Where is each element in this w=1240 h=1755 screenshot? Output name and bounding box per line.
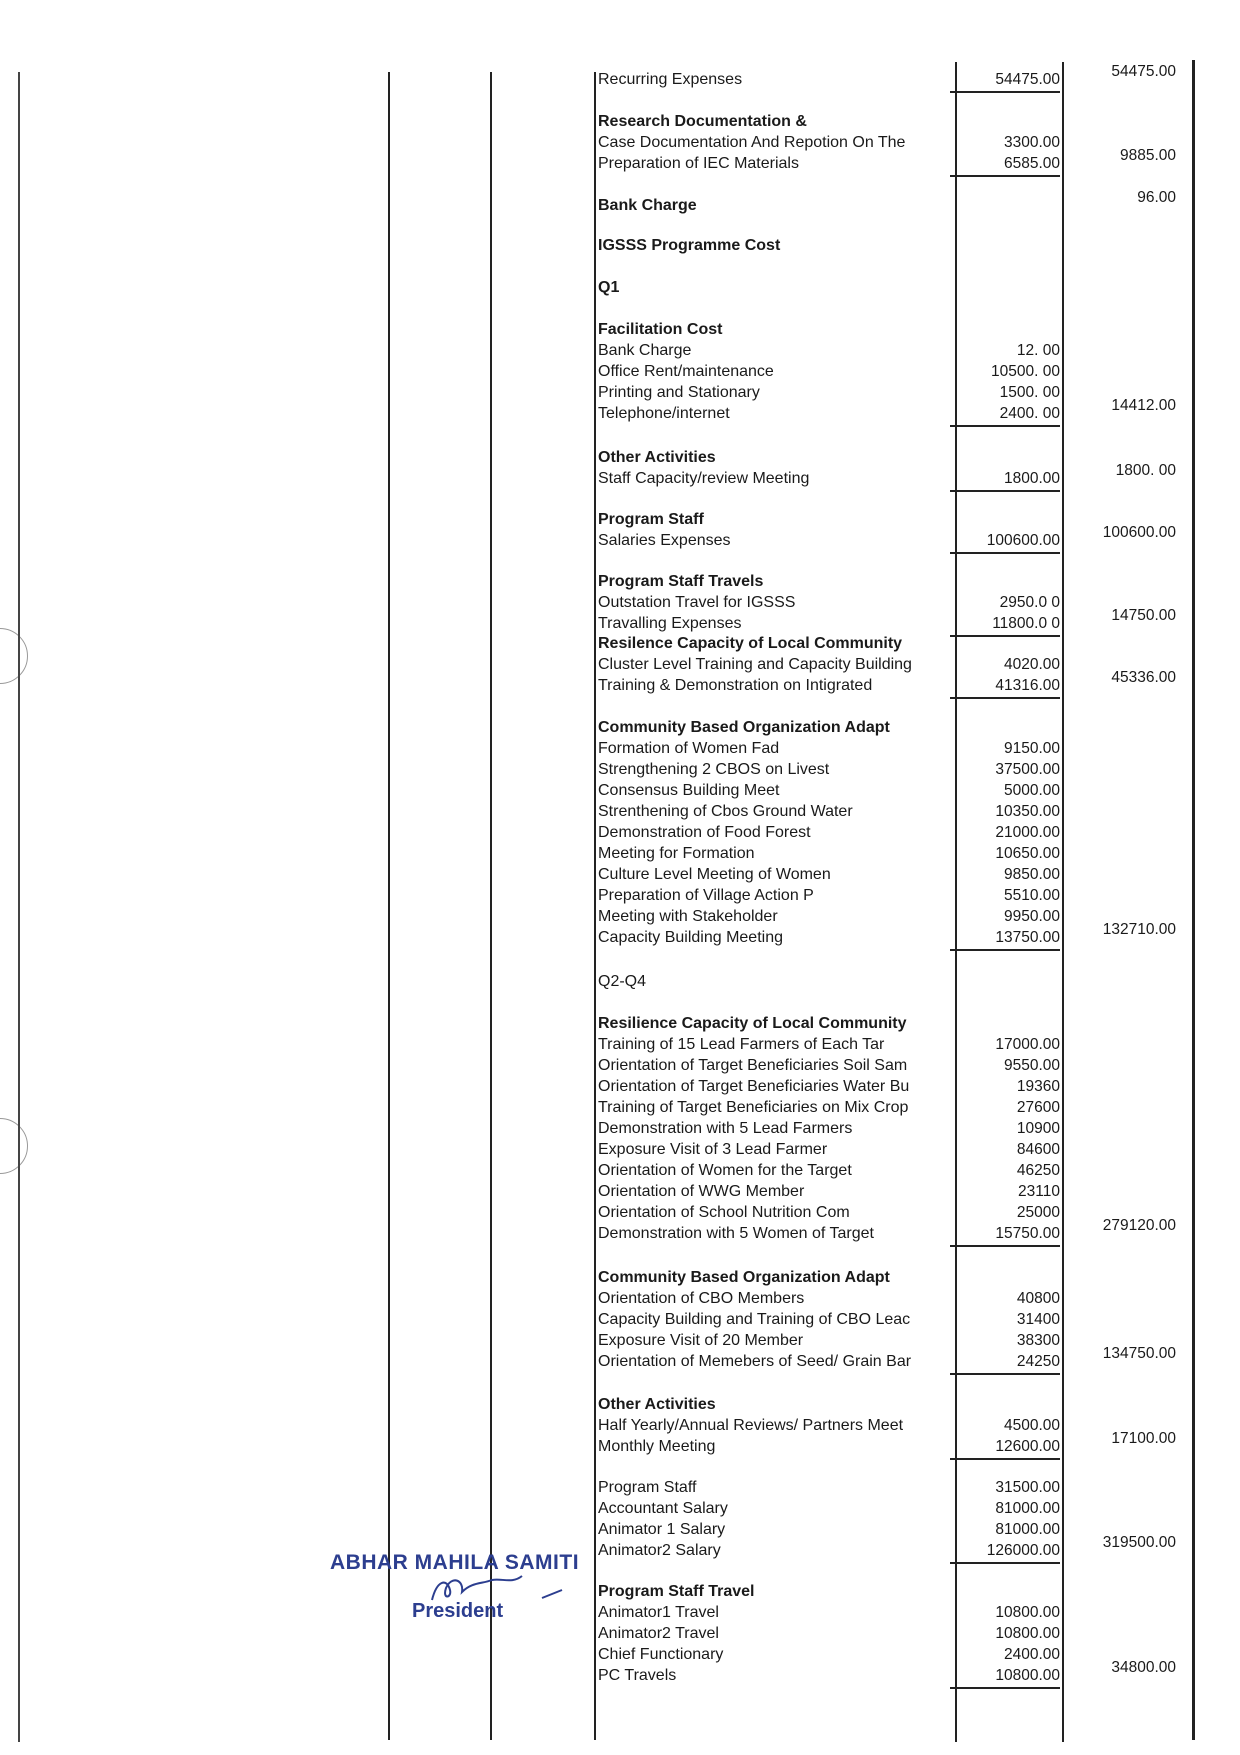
line-label: Bank Charge <box>598 342 692 359</box>
line-amount: 2400. 00 <box>999 405 1060 422</box>
line-amount: 10800.00 <box>995 1667 1060 1684</box>
line-label: Consensus Building Meet <box>598 782 780 799</box>
line-label: Program Staff Travel <box>598 1583 755 1600</box>
subtotal-rule <box>950 552 1060 554</box>
block-total: 279120.00 <box>1102 1217 1176 1234</box>
subtotal-rule <box>950 175 1060 177</box>
line-amount: 10500. 00 <box>991 363 1060 380</box>
line-label: Orientation of CBO Members <box>598 1290 805 1307</box>
line-label: Outstation Travel for IGSSS <box>598 594 796 611</box>
subtotal-rule <box>950 949 1060 951</box>
line-amount: 12600.00 <box>995 1438 1060 1455</box>
line-amount: 9950.00 <box>1003 908 1060 925</box>
line-amount: 5000.00 <box>1003 782 1060 799</box>
punch-hole-top <box>0 628 28 684</box>
block-total: 9885.00 <box>1119 147 1176 164</box>
line-amount: 46250 <box>1016 1162 1060 1179</box>
block-total: 54475.00 <box>1111 63 1176 80</box>
line-amount: 2400.00 <box>1003 1646 1060 1663</box>
line-label: Exposure Visit of 3 Lead Farmer <box>598 1141 828 1158</box>
block-total: 17100.00 <box>1111 1430 1176 1447</box>
line-label: Telephone/internet <box>598 405 730 422</box>
line-label: Strengthening 2 CBOS on Livest <box>598 761 830 778</box>
line-amount: 126000.00 <box>986 1542 1060 1559</box>
line-amount: 9550.00 <box>1003 1057 1060 1074</box>
line-label: Training of Target Beneficiaries on Mix Crop <box>598 1099 909 1116</box>
line-label: Q2-Q4 <box>598 973 647 990</box>
line-label: Recurring Expenses <box>598 71 743 88</box>
column-rule-3 <box>594 72 596 1740</box>
block-total: 45336.00 <box>1111 669 1176 686</box>
line-label: Demonstration with 5 Lead Farmers <box>598 1120 853 1137</box>
line-label: Resilence Capacity of Local Community <box>598 635 903 652</box>
line-amount: 38300 <box>1016 1332 1060 1349</box>
line-amount: 37500.00 <box>995 761 1060 778</box>
column-rule-2 <box>490 72 492 1740</box>
line-amount: 27600 <box>1016 1099 1060 1116</box>
line-label: Case Documentation And Repotion On The <box>598 134 906 151</box>
line-amount: 10900 <box>1016 1120 1060 1137</box>
line-label: Training of 15 Lead Farmers of Each Tar <box>598 1036 885 1053</box>
line-label: Chief Functionary <box>598 1646 724 1663</box>
line-amount: 21000.00 <box>995 824 1060 841</box>
line-amount: 23110 <box>1018 1183 1060 1200</box>
line-amount: 3300.00 <box>1003 134 1060 151</box>
block-total: 100600.00 <box>1102 524 1176 541</box>
line-amount: 13750.00 <box>995 929 1060 946</box>
line-label: Program Staff <box>598 1479 697 1496</box>
subtotal-rule <box>950 490 1060 492</box>
column-rule-5 <box>1062 62 1064 1742</box>
line-label: Animator1 Travel <box>598 1604 719 1621</box>
line-label: Printing and Stationary <box>598 384 760 401</box>
line-amount: 1800.00 <box>1003 470 1060 487</box>
line-label: Meeting with Stakeholder <box>598 908 778 925</box>
line-label: Culture Level Meeting of Women <box>598 866 831 883</box>
line-label: Animator2 Salary <box>598 1542 721 1559</box>
line-label: Animator2 Travel <box>598 1625 719 1642</box>
subtotal-rule <box>950 1458 1060 1460</box>
line-amount: 9850.00 <box>1003 866 1060 883</box>
line-label: Orientation of School Nutrition Com <box>598 1204 850 1221</box>
line-label: Demonstration of Food Forest <box>598 824 811 841</box>
line-label: Program Staff <box>598 511 704 528</box>
line-label: Bank Charge <box>598 197 697 214</box>
line-amount: 24250 <box>1016 1353 1060 1370</box>
line-label: Preparation of IEC Materials <box>598 155 799 172</box>
line-label: Community Based Organization Adapt <box>598 719 890 736</box>
line-label: Other Activities <box>598 449 716 466</box>
block-total: 14750.00 <box>1111 607 1176 624</box>
line-amount: 54475.00 <box>995 71 1060 88</box>
line-amount: 10650.00 <box>995 845 1060 862</box>
line-amount: 17000.00 <box>995 1036 1060 1053</box>
subtotal-rule <box>950 91 1060 93</box>
line-label: Office Rent/maintenance <box>598 363 774 380</box>
subtotal-rule <box>950 1687 1060 1689</box>
line-label: Q1 <box>598 279 620 296</box>
line-amount: 10800.00 <box>995 1625 1060 1642</box>
line-label: Other Activities <box>598 1396 716 1413</box>
line-amount: 6585.00 <box>1003 155 1060 172</box>
line-amount: 10350.00 <box>995 803 1060 820</box>
line-amount: 4020.00 <box>1003 656 1060 673</box>
line-label: Staff Capacity/review Meeting <box>598 470 810 487</box>
line-amount: 4500.00 <box>1003 1417 1060 1434</box>
line-label: Travalling Expenses <box>598 615 742 632</box>
column-rule-1 <box>388 72 390 1740</box>
line-amount: 31400 <box>1016 1311 1060 1328</box>
punch-hole-bottom <box>0 1118 28 1174</box>
block-total: 1800. 00 <box>1115 462 1176 479</box>
line-amount: 40800 <box>1016 1290 1060 1307</box>
block-total: 34800.00 <box>1111 1659 1176 1676</box>
subtotal-rule <box>950 697 1060 699</box>
line-label: Capacity Building and Training of CBO Leac <box>598 1311 911 1328</box>
line-amount: 19360 <box>1016 1078 1060 1095</box>
line-amount: 5510.00 <box>1003 887 1060 904</box>
line-amount: 100600.00 <box>986 532 1060 549</box>
line-amount: 25000 <box>1016 1204 1060 1221</box>
line-label: Preparation of Village Action P <box>598 887 814 904</box>
subtotal-rule <box>950 1373 1060 1375</box>
block-total: 132710.00 <box>1102 921 1176 938</box>
line-amount: 81000.00 <box>995 1521 1060 1538</box>
line-label: Training & Demonstration on Intigrated <box>598 677 873 694</box>
subtotal-rule <box>950 425 1060 427</box>
line-label: Orientation of Target Beneficiaries Water Bu <box>598 1078 910 1095</box>
line-label: Formation of Women Fad <box>598 740 780 757</box>
line-label: PC Travels <box>598 1667 677 1684</box>
column-rule-6 <box>1192 60 1195 1740</box>
line-amount: 1500. 00 <box>999 384 1060 401</box>
line-label: Program Staff Travels <box>598 573 764 590</box>
line-label: Research Documentation & <box>598 113 807 130</box>
role-stamp: President <box>412 1600 504 1622</box>
org-stamp: ABHAR MAHILA SAMITI <box>330 1551 580 1574</box>
subtotal-rule <box>950 1245 1060 1247</box>
line-amount: 84600 <box>1016 1141 1060 1158</box>
left-margin-rule <box>18 72 20 1742</box>
line-label: Orientation of WWG Member <box>598 1183 805 1200</box>
column-rule-4 <box>955 62 957 1742</box>
block-total: 14412.00 <box>1111 397 1176 414</box>
subtotal-rule <box>950 635 1060 637</box>
line-amount: 11800.0 0 <box>992 615 1060 632</box>
line-amount: 12. 00 <box>1016 342 1060 359</box>
line-label: Demonstration with 5 Women of Target <box>598 1225 874 1242</box>
line-label: Facilitation Cost <box>598 321 723 338</box>
line-label: Half Yearly/Annual Reviews/ Partners Meet <box>598 1417 904 1434</box>
line-label: Capacity Building Meeting <box>598 929 783 946</box>
line-label: Orientation of Memebers of Seed/ Grain Bar <box>598 1353 912 1370</box>
line-amount: 41316.00 <box>995 677 1060 694</box>
line-label: Cluster Level Training and Capacity Building <box>598 656 912 673</box>
line-amount: 15750.00 <box>995 1225 1060 1242</box>
line-label: Resilience Capacity of Local Community <box>598 1015 907 1032</box>
line-amount: 2950.0 0 <box>999 594 1060 611</box>
block-total: 96.00 <box>1137 189 1176 206</box>
block-total: 319500.00 <box>1102 1534 1176 1551</box>
subtotal-rule <box>950 1562 1060 1564</box>
line-label: Community Based Organization Adapt <box>598 1269 890 1286</box>
line-label: Orientation of Target Beneficiaries Soil Sam <box>598 1057 908 1074</box>
line-label: Exposure Visit of 20 Member <box>598 1332 804 1349</box>
line-label: Salaries Expenses <box>598 532 731 549</box>
line-amount: 81000.00 <box>995 1500 1060 1517</box>
line-label: Monthly Meeting <box>598 1438 716 1455</box>
line-label: Meeting for Formation <box>598 845 755 862</box>
line-label: Strenthening of Cbos Ground Water <box>598 803 853 820</box>
line-amount: 9150.00 <box>1003 740 1060 757</box>
block-total: 134750.00 <box>1102 1345 1176 1362</box>
line-label: Animator 1 Salary <box>598 1521 726 1538</box>
line-label: Accountant Salary <box>598 1500 728 1517</box>
line-label: IGSSS Programme Cost <box>598 237 781 254</box>
line-amount: 31500.00 <box>995 1479 1060 1496</box>
line-label: Orientation of Women for the Target <box>598 1162 852 1179</box>
line-amount: 10800.00 <box>995 1604 1060 1621</box>
